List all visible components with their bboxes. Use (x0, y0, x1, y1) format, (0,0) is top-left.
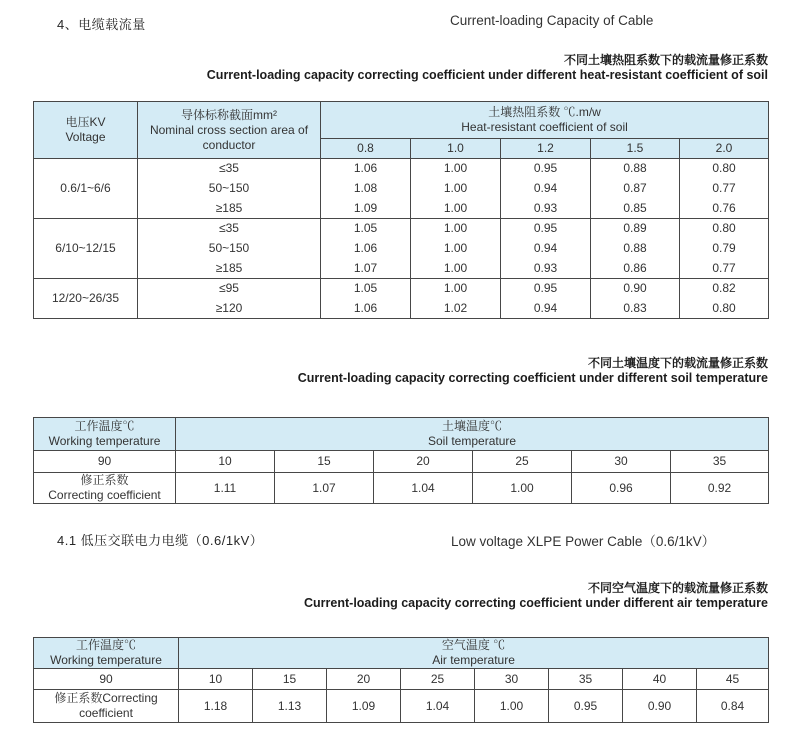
table2-header-row (34, 418, 769, 451)
temperature-cell: 40 (623, 669, 697, 690)
coefficient-cell: 0.79 (680, 239, 769, 259)
section41-title-en: Low voltage XLPE Power Cable（0.6/1kV） (451, 534, 716, 549)
air-temperature-table (33, 637, 769, 723)
coefficient-cell: 0.90 (623, 690, 697, 723)
cross-section-cell: ≥120 (138, 299, 321, 319)
table1-coefficient-col-header: 1.5 (591, 139, 680, 159)
temperature-cell: 20 (327, 669, 401, 690)
table3-header-working-temp-en: Working temperature (50, 653, 162, 667)
correcting-coefficient-label-cn: 修正系数 (80, 473, 129, 487)
correcting-coefficient-label-en: Correcting coefficient (48, 488, 161, 502)
table2-header-working-temp-cn: 工作温度℃ (74, 419, 135, 433)
table3-caption-en: Current-loading capacity correcting coefficient under different air temperature (304, 596, 768, 610)
coefficient-cell: 0.77 (680, 259, 769, 279)
temperature-cell: 10 (179, 669, 253, 690)
table-row (34, 279, 769, 299)
page-title-en: Current-loading Capacity of Cable (450, 13, 654, 28)
cross-section-cell: 50~150 (138, 239, 321, 259)
coefficient-cell: 0.77 (680, 179, 769, 199)
table1-header-cross-section (138, 102, 321, 159)
coefficient-cell: 0.85 (591, 199, 680, 219)
coefficient-cell: 0.95 (501, 159, 591, 179)
section41-title-cn: 4.1 低压交联电力电缆（0.6/1kV） (57, 533, 264, 548)
table1-caption-cn: 不同土壤热阻系数下的载流量修正系数 (563, 53, 768, 67)
coefficient-cell: 0.88 (591, 239, 680, 259)
table1-header-soil-coefficient-cn: 土壤热阻系数 ℃.m/w (488, 105, 601, 119)
voltage-group-cell: 6/10~12/15 (34, 219, 138, 279)
coefficient-cell: 1.04 (374, 473, 473, 504)
table-row (34, 299, 769, 319)
coefficient-cell: 0.82 (680, 279, 769, 299)
table3-header-working-temp (34, 638, 179, 669)
table2-caption-cn: 不同土壤温度下的载流量修正系数 (587, 356, 768, 370)
table-row (34, 473, 769, 504)
table3-header-air-temp (179, 638, 769, 669)
table2-header-working-temp (34, 418, 176, 451)
coefficient-cell: 0.92 (671, 473, 769, 504)
coefficient-cell: 1.11 (176, 473, 275, 504)
coefficient-cell: 1.00 (411, 259, 501, 279)
soil-heat-resistant-table (33, 101, 769, 319)
coefficient-cell: 1.00 (411, 279, 501, 299)
table2-caption (298, 356, 768, 386)
table1-header-soil-coefficient-en: Heat-resistant coefficient of soil (461, 120, 628, 134)
table1-caption-en: Current-loading capacity correcting coefficient under different heat-resistant coefficient of soil (206, 68, 768, 82)
coefficient-cell: 0.89 (591, 219, 680, 239)
table2-caption-en: Current-loading capacity correcting coefficient under different soil temperature (297, 371, 768, 385)
table3-caption-cn: 不同空气温度下的载流量修正系数 (587, 581, 768, 595)
coefficient-cell: 1.00 (411, 199, 501, 219)
table-row (34, 159, 769, 179)
table3-header-row (34, 638, 769, 669)
voltage-group-cell: 12/20~26/35 (34, 279, 138, 319)
coefficient-cell: 1.09 (321, 199, 411, 219)
working-temp-value-cell: 90 (34, 669, 179, 690)
temperature-cell: 30 (572, 451, 671, 473)
coefficient-cell: 1.05 (321, 279, 411, 299)
table3-header-air-temp-en: Air temperature (432, 653, 515, 667)
coefficient-cell: 0.86 (591, 259, 680, 279)
temperature-cell: 15 (253, 669, 327, 690)
temperature-cell: 25 (401, 669, 475, 690)
cross-section-cell: ≥185 (138, 199, 321, 219)
correcting-coefficient-label (34, 473, 176, 504)
coefficient-cell: 1.05 (321, 219, 411, 239)
coefficient-cell: 0.96 (572, 473, 671, 504)
coefficient-cell: 1.06 (321, 299, 411, 319)
table1-coefficient-col-header: 1.2 (501, 139, 591, 159)
coefficient-cell: 1.06 (321, 159, 411, 179)
table3-header-working-temp-cn: 工作温度℃ (75, 638, 136, 652)
coefficient-cell: 1.13 (253, 690, 327, 723)
table-row (34, 219, 769, 239)
coefficient-cell: 0.80 (680, 159, 769, 179)
table-row (34, 239, 769, 259)
coefficient-cell: 1.06 (321, 239, 411, 259)
coefficient-cell: 1.07 (321, 259, 411, 279)
table-row (34, 451, 769, 473)
coefficient-cell: 1.09 (327, 690, 401, 723)
temperature-cell: 35 (671, 451, 769, 473)
coefficient-cell: 0.94 (501, 239, 591, 259)
table1-header-voltage-en: Voltage (65, 130, 106, 144)
table1-header-cross-section-en: Nominal cross section area of conductor (149, 122, 309, 152)
coefficient-cell: 0.94 (501, 179, 591, 199)
cross-section-cell: ≥185 (138, 259, 321, 279)
table1-coefficient-col-header: 0.8 (321, 139, 411, 159)
coefficient-cell: 1.00 (411, 239, 501, 259)
cross-section-cell: 50~150 (138, 179, 321, 199)
table1-coefficient-col-header: 1.0 (411, 139, 501, 159)
temperature-cell: 15 (275, 451, 374, 473)
temperature-cell: 45 (697, 669, 769, 690)
page-title-cn: 4、电缆载流量 (57, 17, 146, 32)
table-row (34, 179, 769, 199)
temperature-cell: 10 (176, 451, 275, 473)
correcting-coefficient-label: 修正系数Correcting coefficient (34, 690, 179, 723)
soil-temperature-table (33, 417, 769, 504)
cross-section-cell: ≤35 (138, 159, 321, 179)
voltage-group-cell: 0.6/1~6/6 (34, 159, 138, 219)
table-row (34, 669, 769, 690)
temperature-cell: 20 (374, 451, 473, 473)
temperature-cell: 35 (549, 669, 623, 690)
table1-header-voltage-cn: 电压KV (65, 115, 106, 129)
table1-coefficient-col-header: 2.0 (680, 139, 769, 159)
table1-header-cross-section-cn: 导体标称截面mm² (181, 107, 277, 122)
coefficient-cell: 0.90 (591, 279, 680, 299)
coefficient-cell: 1.07 (275, 473, 374, 504)
coefficient-cell: 0.95 (549, 690, 623, 723)
coefficient-cell: 1.08 (321, 179, 411, 199)
coefficient-cell: 1.00 (473, 473, 572, 504)
coefficient-cell: 0.87 (591, 179, 680, 199)
table-row (34, 690, 769, 723)
coefficient-cell: 0.88 (591, 159, 680, 179)
coefficient-cell: 0.95 (501, 279, 591, 299)
table3-header-air-temp-cn: 空气温度 ℃ (441, 638, 506, 652)
table1-header-voltage (34, 102, 138, 159)
table2-header-soil-temp-cn: 土壤温度℃ (442, 419, 503, 433)
table3-caption (304, 581, 768, 611)
table2-header-soil-temp (176, 418, 769, 451)
coefficient-cell: 0.95 (501, 219, 591, 239)
cross-section-cell: ≤35 (138, 219, 321, 239)
coefficient-cell: 0.83 (591, 299, 680, 319)
coefficient-cell: 0.93 (501, 199, 591, 219)
temperature-cell: 25 (473, 451, 572, 473)
coefficient-cell: 1.18 (179, 690, 253, 723)
coefficient-cell: 1.00 (475, 690, 549, 723)
table1-header-row-1 (34, 102, 769, 139)
coefficient-cell: 1.00 (411, 219, 501, 239)
coefficient-cell: 0.94 (501, 299, 591, 319)
table-row (34, 199, 769, 219)
coefficient-cell: 0.80 (680, 299, 769, 319)
working-temp-value-cell: 90 (34, 451, 176, 473)
table2-header-soil-temp-en: Soil temperature (428, 434, 517, 448)
cross-section-cell: ≤95 (138, 279, 321, 299)
temperature-cell: 30 (475, 669, 549, 690)
coefficient-cell: 1.02 (411, 299, 501, 319)
coefficient-cell: 1.04 (401, 690, 475, 723)
coefficient-cell: 1.00 (411, 159, 501, 179)
coefficient-cell: 0.76 (680, 199, 769, 219)
coefficient-cell: 1.00 (411, 179, 501, 199)
table-row (34, 259, 769, 279)
table1-header-soil-coefficient (321, 102, 769, 139)
coefficient-cell: 0.80 (680, 219, 769, 239)
table2-header-working-temp-en: Working temperature (48, 434, 161, 448)
coefficient-cell: 0.93 (501, 259, 591, 279)
table1-caption (207, 53, 768, 83)
coefficient-cell: 0.84 (697, 690, 769, 723)
